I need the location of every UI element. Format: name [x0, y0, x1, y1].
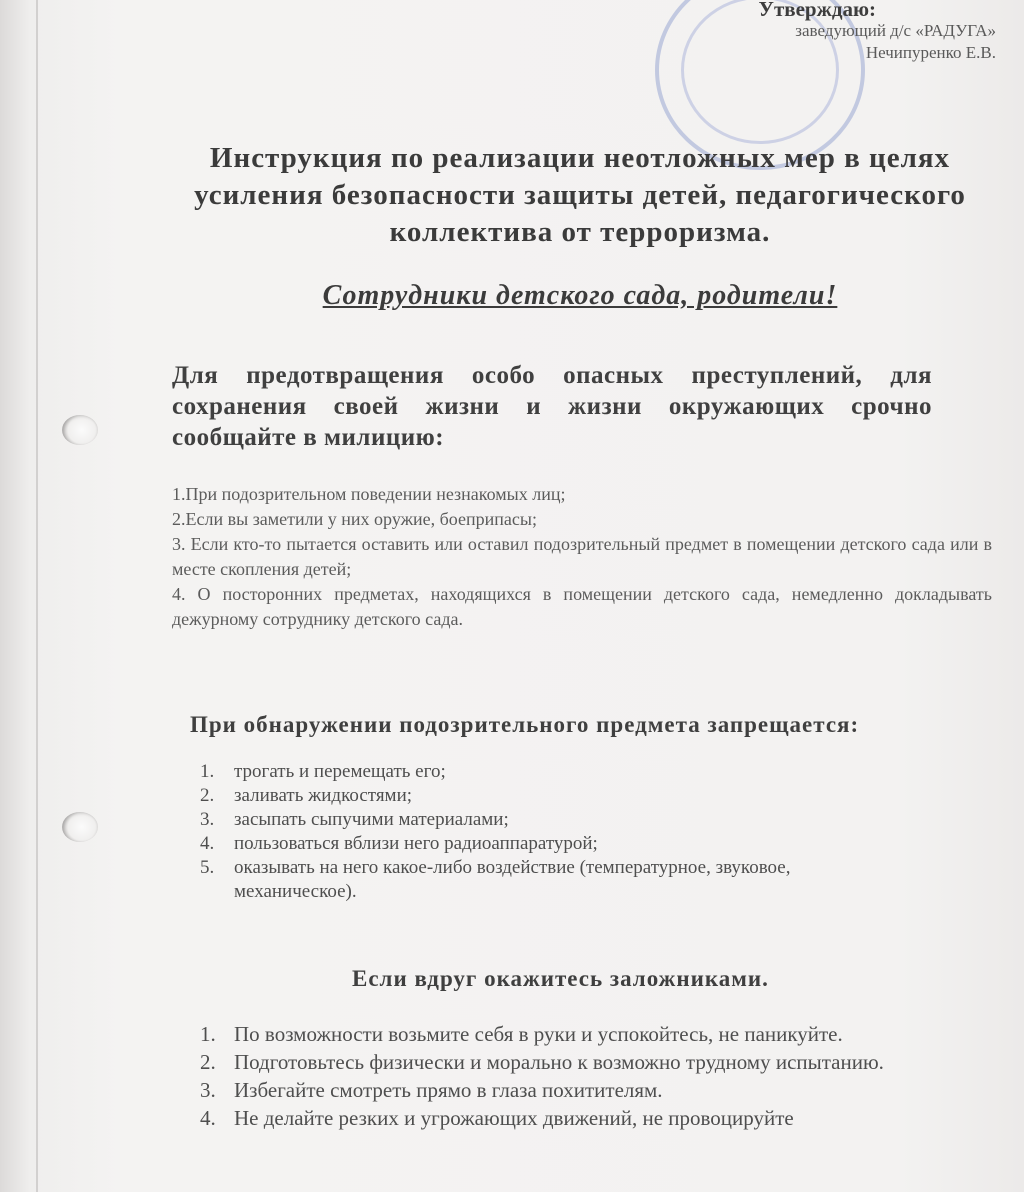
lead-paragraph: Для предотвращения особо опасных преступлений, для сохранения своей жизни и жизни окружающих срочно сообщайте в милицию:	[172, 362, 932, 451]
list-item-number: 2.	[200, 785, 215, 806]
report-item: 3. Если кто-то пытается оставить или оставил подозрительный предмет в помещении детского сада или в месте скопления детей;	[172, 534, 992, 579]
list-item-text: заливать жидкостями;	[234, 785, 413, 806]
list-item-number: 2.	[200, 1050, 216, 1074]
list-item	[200, 1022, 910, 1047]
page-margin-line	[36, 0, 38, 1192]
list-item	[200, 856, 900, 904]
forbidden-heading: При обнаружении подозрительного предмета запрещается:	[190, 712, 860, 737]
list-item-text: Не делайте резких и угрожающих движений, не провоцируйте	[234, 1106, 794, 1130]
report-item: 4. О посторонних предметах, находящихся в помещении детского сада, немедленно докладывать дежурному сотруднику детского сада.	[172, 584, 992, 629]
list-item-text: засыпать сыпучими материалами;	[234, 809, 509, 830]
list-item-text: Избегайте смотреть прямо в глаза похитителям.	[234, 1078, 663, 1102]
list-item-text: оказывать на него какое-либо воздействие (температурное, звуковое, механическое).	[234, 857, 791, 902]
report-item: 1.При подозрительном поведении незнакомых лиц;	[172, 484, 566, 504]
list-item	[200, 784, 900, 808]
list-item	[200, 1078, 910, 1103]
list-item-text: трогать и перемещать его;	[234, 761, 446, 782]
approval-heading: Утверждаю:	[758, 0, 876, 21]
document-subtitle: Сотрудники детского сада, родители!	[322, 280, 838, 311]
forbidden-list	[200, 760, 900, 904]
list-item	[200, 832, 900, 856]
list-item-number: 5.	[200, 857, 215, 878]
list-item	[200, 808, 900, 832]
report-item: 2.Если вы заметили у них оружие, боеприпасы;	[172, 509, 537, 529]
list-item-number: 4.	[200, 1106, 216, 1130]
list-item-number: 1.	[200, 761, 215, 782]
list-item	[200, 1106, 910, 1131]
list-item	[200, 1050, 910, 1075]
punch-hole-bottom	[62, 812, 98, 842]
hostage-list	[200, 1022, 910, 1134]
approval-signatory: Нечипуренко Е.В.	[865, 43, 996, 62]
list-item-text: пользоваться вблизи него радиоаппаратурой;	[234, 833, 598, 854]
list-item-number: 3.	[200, 1078, 216, 1102]
punch-hole-top	[62, 415, 98, 445]
list-item-number: 1.	[200, 1022, 216, 1046]
document-title: Инструкция по реализации неотложных мер в целях усиления безопасности защиты детей, педагогического коллектива от терроризма.	[194, 142, 966, 248]
list-item-number: 3.	[200, 809, 215, 830]
list-item-text: По возможности возьмите себя в руки и успокойтесь, не паникуйте.	[234, 1022, 843, 1046]
approval-position: заведующий д/с «РАДУГА»	[795, 21, 996, 40]
approval-block	[696, 0, 996, 64]
report-list	[172, 482, 992, 632]
list-item-number: 4.	[200, 833, 215, 854]
list-item-text: Подготовьтесь физически и морально к возможно трудному испытанию.	[234, 1050, 884, 1074]
list-item	[200, 760, 900, 784]
hostage-heading: Если вдруг окажитесь заложниками.	[352, 966, 769, 991]
